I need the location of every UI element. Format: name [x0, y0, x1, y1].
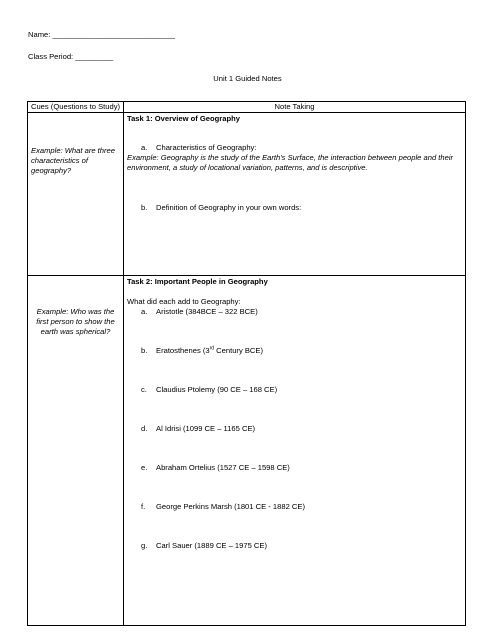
task2-title: Task 2: Important People in Geography — [127, 277, 268, 287]
name-field-label: Name: _____________________________ — [28, 30, 175, 39]
person-item — [127, 541, 462, 551]
item-letter: e. — [141, 463, 148, 473]
table-header-row — [28, 102, 466, 113]
task1-row — [28, 113, 466, 276]
task2-intro: What did each add to Geography: — [127, 297, 241, 307]
page-title: Unit 1 Guided Notes — [213, 74, 282, 83]
task1-cue: Example: What are three characteristics of geography? — [28, 113, 124, 276]
task2-notes-cell — [124, 276, 466, 626]
task2-row — [28, 276, 466, 626]
item-letter: f. — [141, 502, 146, 512]
person-name: Aristotle (384BCE – 322 BCE) — [156, 307, 258, 317]
person-name: Carl Sauer (1889 CE – 1975 CE) — [156, 541, 268, 551]
person-name: Abraham Ortelius (1527 CE – 1598 CE) — [156, 463, 290, 473]
person-item — [127, 424, 462, 434]
cues-column-header: Cues (Questions to Study) — [28, 102, 124, 113]
person-item — [127, 502, 462, 512]
cornell-notes-table — [27, 101, 466, 626]
person-name: George Perkins Marsh (1801 CE - 1882 CE) — [156, 502, 305, 512]
person-item — [127, 463, 462, 473]
note-taking-column-header: Note Taking — [124, 102, 466, 113]
person-name: Al Idrisi (1099 CE – 1165 CE) — [156, 424, 256, 434]
item-letter: b. — [141, 203, 148, 213]
item-letter: c. — [141, 385, 147, 395]
item-letter: a. — [141, 307, 148, 317]
task1-item-b — [127, 203, 462, 213]
item-letter: a. — [141, 143, 148, 153]
person-name-suffix: Century BCE) — [214, 346, 264, 356]
person-name-prefix: Eratosthenes (3 — [156, 346, 210, 356]
item-text: Characteristics of Geography: — [156, 143, 257, 153]
task1-item-a — [127, 143, 462, 153]
person-item — [127, 385, 462, 395]
person-item — [127, 346, 462, 356]
person-item — [127, 307, 462, 317]
task2-cue: Example: Who was the first person to show the earth was spherical? — [28, 276, 124, 626]
class-period-field-label: Class Period: _________ — [28, 52, 114, 61]
task1-item-a-example: Example: Geography is the study of the Earth's Surface, the interaction between people and their environment, a study of locational variation, patterns, and is descriptive. — [127, 153, 454, 173]
item-letter: b. — [141, 346, 148, 356]
item-letter: d. — [141, 424, 148, 434]
item-letter: g. — [141, 541, 148, 551]
item-text: Definition of Geography in your own words: — [156, 203, 302, 213]
ordinal-suffix: rd — [209, 345, 215, 352]
task1-notes-cell — [124, 113, 466, 276]
task1-title: Task 1: Overview of Geography — [127, 114, 240, 124]
person-name: Claudius Ptolemy (90 CE – 168 CE) — [156, 385, 278, 395]
